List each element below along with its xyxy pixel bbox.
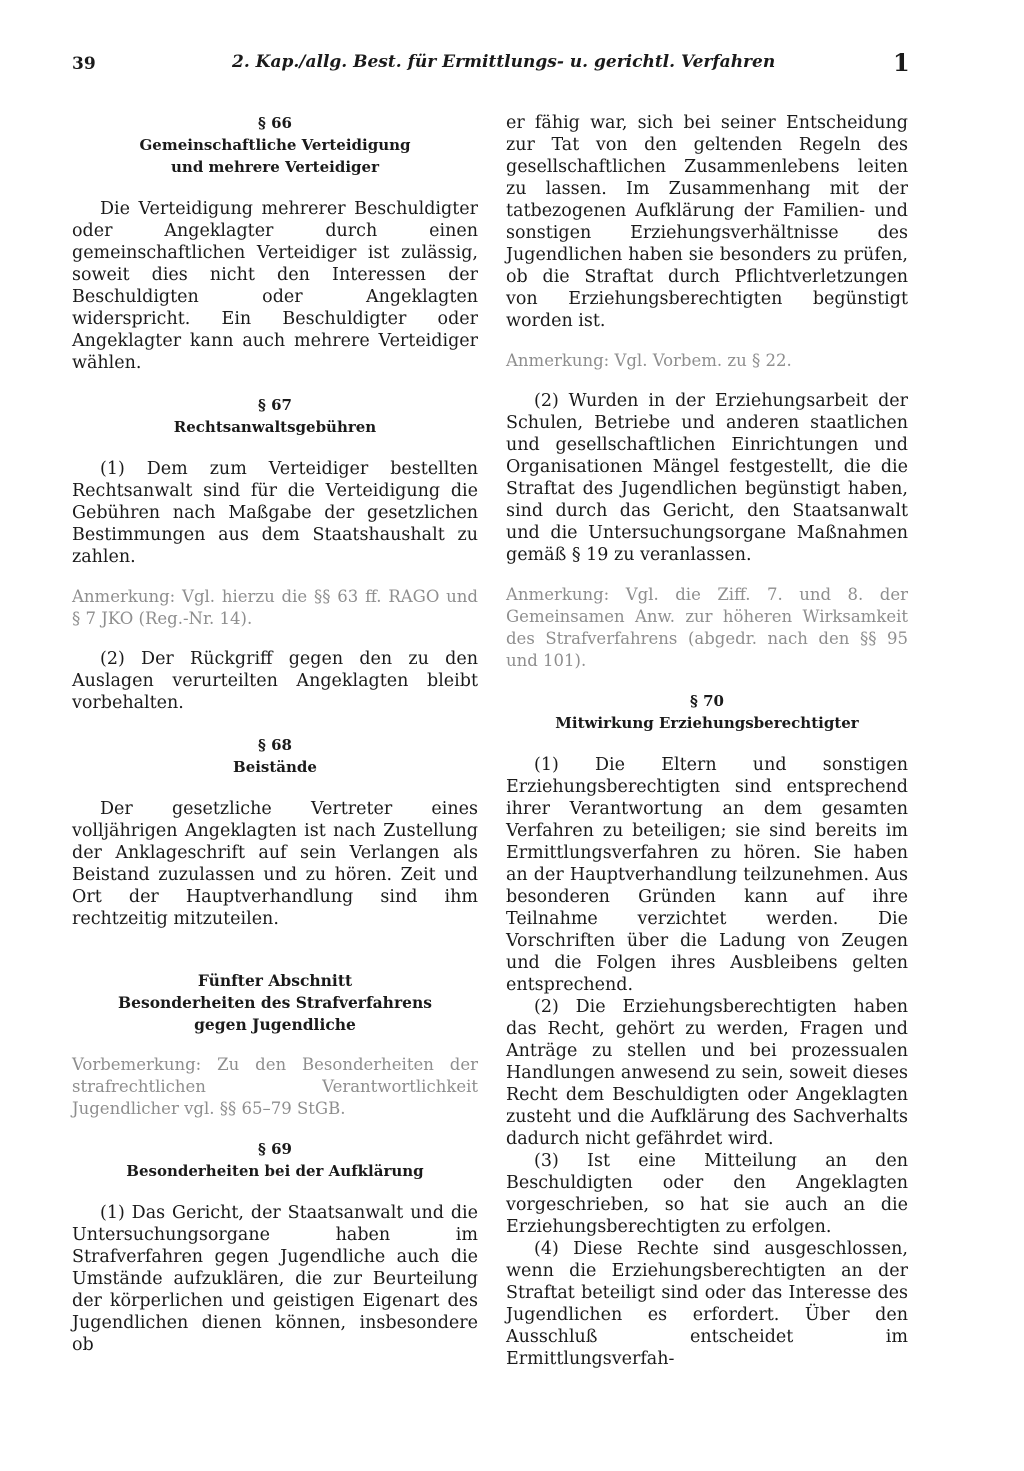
section-70	[506, 690, 908, 734]
annotation-note: Anmerkung: Vgl. die Ziff. 7. und 8. der Gemeinsamen Anw. zur höheren Wirksamkeit des Strafverfahrens (abgedr. nach den §§ 95 und 101).	[506, 585, 908, 670]
page-number: 39	[72, 54, 96, 74]
section-number: § 68	[258, 736, 292, 754]
section-title: Rechtsanwaltsgebühren	[173, 418, 377, 436]
paragraph: (4) Diese Rechte sind ausgeschlossen, wenn die Erziehungsberechtigten an der Straftat beteiligt sind oder das Interesse des Jugendlichen es erfordert. Über den Ausschluß entscheidet im Ermittlungsverfah-	[506, 1239, 908, 1369]
section-title: Beistände	[233, 758, 317, 776]
paragraph: (1) Die Eltern und sonstigen Erziehungsberechtigten sind entsprechend ihrer Verantwortung an dem gesamten Verfahren zu beteiligen; sie sind bereits im Ermittlungsverfahren zu hören. Sie haben an der Hauptverhandlung teilzunehmen. Aus besonderen Gründen kann auf ihre Teilnahme verzichtet werden. Die Vorschriften über die Ladung von Zeugen und die Folgen ihres Ausbleibens gelten entsprechend.	[506, 755, 908, 995]
abschnitt-line: Fünfter Abschnitt	[197, 971, 353, 990]
section-67	[72, 394, 478, 438]
annotation-note: Anmerkung: Vgl. hierzu die §§ 63 ff. RAGO und § 7 JKO (Reg.-Nr. 14).	[72, 587, 478, 628]
section-number: § 67	[258, 396, 292, 414]
abschnitt-heading	[72, 970, 478, 1036]
section-title: Gemeinschaftliche Verteidigung	[139, 136, 411, 154]
section-number: § 70	[690, 692, 724, 710]
paragraph: (1) Dem zum Verteidiger bestellten Rechtsanwalt sind für die Verteidigung die Gebühren nach Maßgabe der gesetzlichen Bestimmungen aus dem Staatshaushalt zu zahlen.	[72, 459, 478, 567]
paragraph: (3) Ist eine Mitteilung an den Beschuldigten oder den Angeklagten vorgeschrieben, so hat sie auch an die Erziehungsberechtigten zu erfolgen.	[506, 1151, 908, 1237]
paragraph: Der gesetzliche Vertreter eines volljährigen Angeklagten ist nach Zustellung der Anklageschrift auf sein Verlangen als Beistand zuzulassen und zu hören. Zeit und Ort der Hauptverhandlung sind ihm rechtzeitig mitzuteilen.	[72, 799, 478, 929]
section-68	[72, 734, 478, 778]
paragraph: (2) Der Rückgriff gegen den zu den Auslagen verurteilten Angeklagten bleibt vorbehalten.	[72, 649, 478, 713]
section-number: § 66	[258, 114, 292, 132]
running-head: 2. Kap./allg. Best. für Ermittlungs- u. gerichtl. Verfahren	[232, 52, 776, 72]
chapter-number: 1	[893, 48, 910, 77]
paragraph: (1) Das Gericht, der Staatsanwalt und die Untersuchungsorgane haben im Strafverfahren gegen Jugendliche auch die Umstände aufzuklären, die zur Beurteilung der körperlichen und geistigen Eigenart des Jugendlichen dienen können, insbesondere ob	[72, 1203, 478, 1355]
paragraph: Die Verteidigung mehrerer Beschuldigter oder Angeklagter durch einen gemeinschaftlichen Verteidiger ist zulässig, soweit dies nicht den Interessen der Beschuldigten oder Angeklagten widerspricht. Ein Beschuldigter oder Angeklagter kann auch mehrere Verteidiger wählen.	[72, 199, 478, 373]
left-column	[72, 112, 478, 1356]
paragraph: (2) Wurden in der Erziehungsarbeit der Schulen, Betriebe und anderen staatlichen und gesellschaftlichen Einrichtungen und Organisationen Mängel festgestellt, die die Straftat des Jugendlichen begünstigt haben, sind durch das Gericht, den Staatsanwalt und die Untersuchungsorgane Maßnahmen gemäß § 19 zu veranlassen.	[506, 391, 908, 565]
right-column	[506, 112, 908, 1370]
paragraph: (2) Die Erziehungsberechtigten haben das Recht, gehört zu werden, Fragen und Anträge zu stellen und bei prozessualen Handlungen anwesend zu sein, soweit dieses Recht dem Beschuldigten oder Angeklagten zusteht und die Aufklärung des Sachverhalts dadurch nicht gefährdet wird.	[506, 997, 908, 1149]
section-title: Besonderheiten bei der Aufklärung	[126, 1162, 424, 1180]
section-title: und mehrere Verteidiger	[171, 158, 379, 176]
abschnitt-line: gegen Jugendliche	[194, 1015, 356, 1034]
paragraph: er fähig war, sich bei seiner Entscheidung zur Tat von den geltenden Regeln des gesellschaftlichen Zusammenlebens leiten zu lassen. Im Zusammenhang mit der tatbezogenen Aufklärung der Familien- und sonstigen Erziehungsverhältnisse des Jugendlichen haben sie besonders zu prüfen, ob die Straftat durch Pflichtverletzungen von Erziehungsberechtigten begünstigt worden ist.	[506, 113, 908, 331]
abschnitt-line: Besonderheiten des Strafverfahrens	[118, 993, 432, 1012]
section-69	[72, 1138, 478, 1182]
section-title: Mitwirkung Erziehungsberechtigter	[555, 714, 859, 732]
preliminary-note: Vorbemerkung: Zu den Besonderheiten der strafrechtlichen Verantwortlichkeit Jugendlicher vgl. §§ 65–79 StGB.	[72, 1055, 478, 1118]
annotation-note: Anmerkung: Vgl. Vorbem. zu § 22.	[506, 351, 792, 370]
section-66	[72, 112, 478, 178]
section-number: § 69	[258, 1140, 292, 1158]
